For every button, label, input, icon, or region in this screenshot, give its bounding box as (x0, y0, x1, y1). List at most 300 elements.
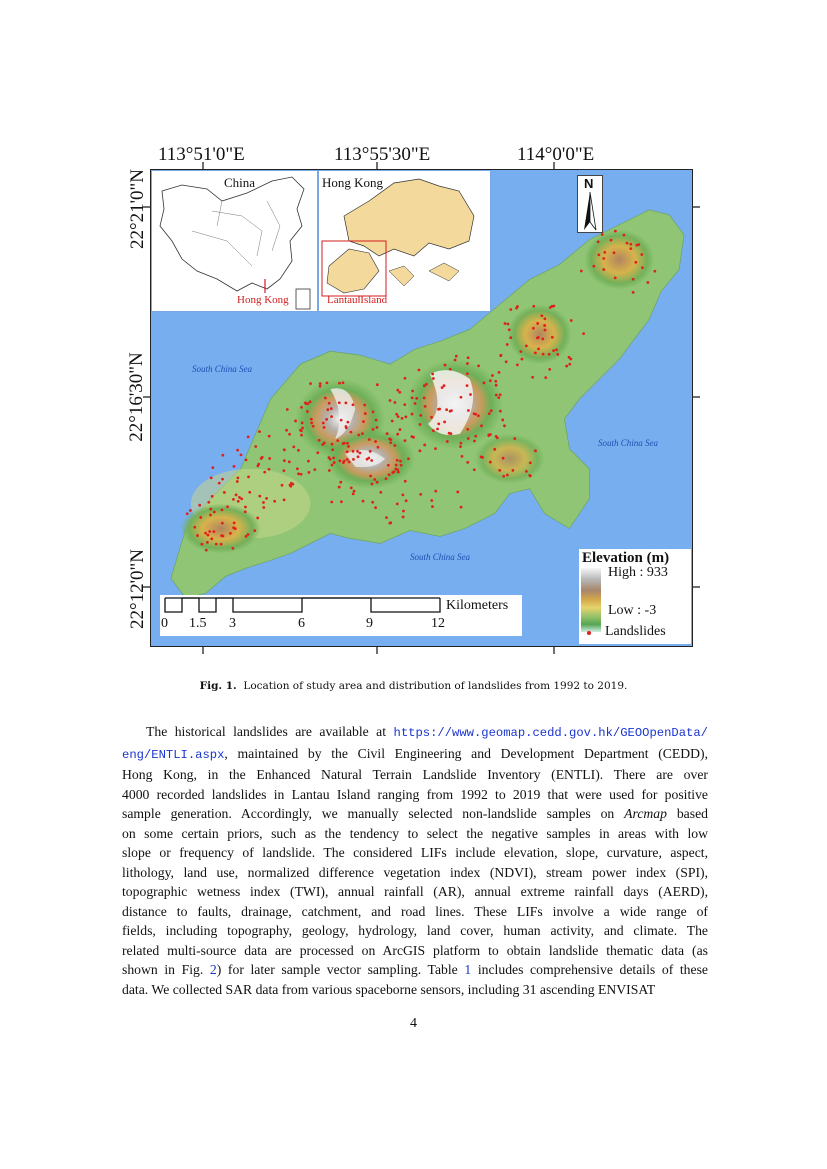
landslide-point (473, 412, 476, 415)
landslide-point (460, 396, 463, 399)
landslide-point (446, 440, 449, 443)
landslide-point (456, 491, 459, 494)
landslide-point (226, 505, 229, 508)
landslide-point (449, 368, 452, 371)
landslide-point (411, 413, 414, 416)
landslide-point (467, 437, 470, 440)
landslide-point (375, 419, 378, 422)
landslide-point (494, 380, 497, 383)
scale-tick-3: 3 (229, 616, 236, 631)
landslide-point (240, 498, 243, 501)
landslide-point (332, 456, 335, 459)
landslide-point (325, 418, 328, 421)
landslide-point (402, 510, 405, 513)
landslide-point (379, 491, 382, 494)
landslide-point (253, 529, 256, 532)
landslide-point (209, 514, 212, 517)
landslide-point (425, 383, 428, 386)
landslide-point (499, 410, 502, 413)
landslide-point (507, 323, 510, 326)
landslide-point (236, 480, 239, 483)
sea-label-south: South China Sea (410, 552, 470, 562)
landslide-point (419, 493, 422, 496)
legend-landslides: Landslides (605, 624, 666, 639)
landslide-point (312, 425, 315, 428)
landslide-point (402, 516, 405, 519)
latitude-label-3: 22°12'0"N (127, 549, 148, 629)
landslide-point (210, 537, 213, 540)
landslide-point (449, 410, 452, 413)
landslide-point (336, 439, 339, 442)
hong-kong-inset-map (318, 170, 491, 312)
landslide-point (352, 450, 355, 453)
landslide-point (544, 329, 547, 332)
landslide-point (423, 397, 426, 400)
longitude-label-2: 113°55'30"E (334, 144, 431, 165)
landslide-point (308, 471, 311, 474)
landslide-point (570, 319, 573, 322)
landslide-point (443, 421, 446, 424)
landslide-point (503, 424, 506, 427)
landslide-point (283, 459, 286, 462)
landslide-point (342, 442, 345, 445)
landslide-point (531, 376, 534, 379)
landslide-point (632, 278, 635, 281)
landslide-point (221, 522, 224, 525)
landslide-point (193, 526, 196, 529)
landslide-point (326, 408, 329, 411)
landslide-point (394, 401, 397, 404)
landslide-point (338, 486, 341, 489)
landslide-point (508, 328, 511, 331)
landslide-point (263, 471, 266, 474)
landslide-point (370, 459, 373, 462)
landslide-point (395, 413, 398, 416)
landslide-point (466, 428, 469, 431)
landslide-point (300, 473, 303, 476)
landslide-point (396, 433, 399, 436)
landslide-point (300, 406, 303, 409)
page-number: 4 (410, 1016, 417, 1031)
landslide-point (328, 469, 331, 472)
landslide-point (357, 455, 360, 458)
landslide-point (544, 376, 547, 379)
landslide-point (296, 467, 299, 470)
landslide-point (273, 500, 276, 503)
landslide-point (345, 425, 348, 428)
landslide-point (423, 444, 426, 447)
hong-kong-inset-title: Hong Kong (322, 175, 384, 190)
landslide-point (340, 419, 343, 422)
landslide-point (398, 391, 401, 394)
landslide-point (268, 457, 271, 460)
landslide-point (501, 419, 504, 422)
landslide-point (347, 445, 350, 448)
landslide-point (405, 499, 408, 502)
body-text: shown in Fig. (122, 962, 210, 977)
landslide-point (540, 314, 543, 317)
landslide-point (400, 464, 403, 467)
lantau-island-label: Lantau Island (327, 294, 388, 306)
landslide-point (330, 415, 333, 418)
landslide-point (207, 501, 210, 504)
landslide-point (504, 322, 507, 325)
landslide-point (244, 506, 247, 509)
landslide-point (411, 390, 414, 393)
landslide-point (333, 461, 336, 464)
landslide-point (614, 230, 617, 233)
landslide-point (338, 401, 341, 404)
landslide-point (393, 444, 396, 447)
landslide-point (247, 435, 250, 438)
landslide-point (445, 408, 448, 411)
landslide-point (597, 240, 600, 243)
landslide-point (424, 405, 427, 408)
landslide-point (489, 461, 492, 464)
landslide-point (353, 490, 356, 493)
landslide-point (467, 356, 470, 359)
landslide-point (212, 530, 215, 533)
landslide-point (629, 247, 632, 250)
legend-low: Low : -3 (608, 603, 657, 618)
landslide-point (580, 270, 583, 273)
landslide-point (206, 541, 209, 544)
body-text: , maintained by the Civil Engineering and Development Department (CEDD), (224, 745, 708, 761)
landslide-point (555, 348, 558, 351)
landslide-point (626, 242, 629, 245)
landslide-point (602, 268, 605, 271)
landslide-point (262, 506, 265, 509)
landslide-point (344, 402, 347, 405)
body-line: on some certain priors, such as the tendency to select the negative samples in areas with low (122, 825, 708, 841)
landslide-point (316, 451, 319, 454)
landslide-point (309, 400, 312, 403)
latitude-label-1: 22°21'0"N (127, 169, 148, 249)
landslide-point (339, 481, 342, 484)
landslide-point (376, 481, 379, 484)
landslide-point (415, 397, 418, 400)
landslide-point (213, 511, 216, 514)
landslide-point (368, 438, 371, 441)
landslide-point (372, 410, 375, 413)
landslide-point (477, 364, 480, 367)
landslide-point (362, 500, 365, 503)
fig-2-ref[interactable]: 2 (209, 962, 217, 977)
landslide-marker-icon (587, 631, 591, 635)
landslide-point (281, 484, 284, 487)
landslide-point (364, 412, 367, 415)
landslide-point (248, 491, 251, 494)
landslide-point (258, 495, 261, 498)
landslide-point (300, 430, 303, 433)
landslide-point (597, 253, 600, 256)
landslide-point (495, 394, 498, 397)
landslide-point (401, 417, 404, 420)
landslide-point (543, 317, 546, 320)
landslide-point (300, 434, 303, 437)
landslide-point (376, 383, 379, 386)
landslide-point (352, 403, 355, 406)
landslide-point (261, 456, 264, 459)
landslide-point (467, 409, 470, 412)
landslide-point (497, 396, 500, 399)
landslide-point (541, 337, 544, 340)
landslide-point (306, 410, 309, 413)
landslide-point (359, 452, 362, 455)
sea-label-east: South China Sea (598, 438, 658, 448)
landslide-point (326, 382, 329, 385)
landslide-point (473, 468, 476, 471)
landslide-point (366, 458, 369, 461)
legend-high: High : 933 (608, 565, 668, 580)
landslide-point (236, 477, 239, 480)
landslide-point (218, 482, 221, 485)
landslide-point (322, 422, 325, 425)
landslide-point (362, 420, 365, 423)
landslide-point (466, 461, 469, 464)
landslide-point (223, 491, 226, 494)
landslide-point (268, 435, 271, 438)
scale-tick-1-5: 1.5 (189, 616, 207, 631)
landslide-point (330, 407, 333, 410)
body-line: distance to faults, drainage, catchment, and road lines. These LIFs involve a wide range of (122, 903, 708, 919)
landslide-point (235, 494, 238, 497)
landslide-point (328, 402, 331, 405)
landslide-point (418, 369, 421, 372)
landslide-point (623, 234, 626, 237)
landslide-point (466, 362, 469, 365)
landslide-point (376, 426, 379, 429)
landslide-point (491, 374, 494, 377)
landslide-point (201, 543, 204, 546)
landslide-point (434, 490, 437, 493)
landslide-point (220, 534, 223, 537)
landslide-point (288, 433, 291, 436)
landslide-point (565, 365, 568, 368)
landslide-point (548, 353, 551, 356)
landslide-point (377, 446, 380, 449)
landslide-point (199, 516, 202, 519)
landslide-point (569, 358, 572, 361)
body-text: ) for later sample vector sampling. Table (216, 962, 465, 977)
caption-label: Fig. 1. (199, 680, 237, 692)
landslide-point (385, 516, 388, 519)
landslide-point (221, 478, 224, 481)
landslide-point (205, 549, 208, 552)
landslide-point (388, 522, 391, 525)
landslide-point (646, 281, 649, 284)
landslide-point (245, 458, 248, 461)
landslide-point (613, 251, 616, 254)
landslide-point (331, 443, 334, 446)
body-line: related multi-source data are processed on ArcGIS platform to obtain landslide thematic data (as (122, 942, 708, 958)
landslide-point (489, 379, 492, 382)
landslide-point (291, 483, 294, 486)
landslide-point (391, 420, 394, 423)
landslide-point (480, 424, 483, 427)
body-line: 4000 recorded landslides in Lantau Island ranging from 1992 to 2019 that were used for positive (122, 786, 708, 802)
landslide-point (301, 427, 304, 430)
landslide-point (487, 433, 490, 436)
hong-kong-outline (319, 171, 491, 312)
landslide-point (297, 449, 300, 452)
landslide-point (331, 448, 334, 451)
landslide-point (437, 422, 440, 425)
landslide-point (283, 499, 286, 502)
china-inset-title: China (224, 175, 256, 190)
landslide-point (568, 363, 571, 366)
landslide-point (505, 360, 508, 363)
landslide-point (488, 412, 491, 415)
landslide-point (537, 347, 540, 350)
landslide-point (310, 422, 313, 425)
landslide-point (556, 353, 559, 356)
landslide-point (207, 534, 210, 537)
landslide-point (331, 464, 334, 467)
landslide-point (350, 431, 353, 434)
landslide-point (532, 327, 535, 330)
table-1-ref[interactable]: 1 (464, 962, 472, 977)
landslide-point (407, 457, 410, 460)
landslide-point (389, 441, 392, 444)
landslide-point (397, 415, 400, 418)
landslide-point (262, 501, 265, 504)
landslide-point (385, 477, 388, 480)
landslide-point (388, 473, 391, 476)
landslide-point (373, 478, 376, 481)
landslide-point (387, 464, 390, 467)
landslide-point (221, 508, 224, 511)
landslide-point (614, 276, 617, 279)
landslide-point (346, 451, 349, 454)
landslide-point (529, 461, 532, 464)
landslide-point (285, 429, 288, 432)
landslide-point (443, 384, 446, 387)
landslide-point (371, 483, 374, 486)
landslide-point (204, 532, 207, 535)
landslide-point (257, 463, 260, 466)
landslide-point (536, 322, 539, 325)
landslide-point (240, 454, 243, 457)
landslide-point (342, 461, 345, 464)
landslide-point (641, 266, 644, 269)
landslide-point (635, 244, 638, 247)
landslide-point (404, 377, 407, 380)
landslide-point (509, 336, 512, 339)
landslide-point (352, 458, 355, 461)
landslide-point (244, 510, 247, 513)
landslide-point (499, 354, 502, 357)
body-text: The historical landslides are available at (146, 724, 394, 739)
landslide-point (432, 377, 435, 380)
landslide-point (221, 454, 224, 457)
landslide-point (496, 436, 499, 439)
landslide-point (371, 501, 374, 504)
landslide-point (534, 449, 537, 452)
landslide-point (237, 500, 240, 503)
figure-caption (0, 680, 827, 692)
body-line: topographic wetness index (TWI), annual rainfall (AR), annual extreme rainfall days (AERD), (122, 884, 708, 899)
scale-tick-6: 6 (298, 616, 305, 631)
landslide-point (473, 440, 476, 443)
landslide-point (395, 464, 398, 467)
landslide-point (493, 448, 496, 451)
landslide-point (372, 428, 375, 431)
landslide-point (265, 497, 268, 500)
landslide-point (319, 385, 322, 388)
landslide-point (519, 350, 522, 353)
caption-text: Location of study area and distribution of landslides from 1992 to 2019. (243, 680, 628, 692)
landslide-point (210, 477, 213, 480)
landslide-point (389, 438, 392, 441)
landslide-point (477, 414, 480, 417)
landslide-point (340, 500, 343, 503)
landslide-point (396, 459, 399, 462)
entli-link[interactable]: https://www.geomap.cedd.gov.hk/GEOOpenData/ (393, 726, 708, 740)
scale-bar-graphic (163, 597, 453, 615)
landslide-point (498, 371, 501, 374)
landslide-point (292, 446, 295, 449)
landslide-point (330, 501, 333, 504)
hong-kong-label: Hong Kong (237, 294, 289, 306)
elevation-legend (579, 549, 691, 644)
landslide-point (430, 416, 433, 419)
scale-bar (160, 595, 522, 636)
landslide-point (419, 423, 422, 426)
landslide-point (323, 426, 326, 429)
entli-link-cont[interactable]: eng/ENTLI.aspx (122, 747, 225, 762)
landslide-point (459, 442, 462, 445)
landslide-point (369, 475, 372, 478)
landslide-point (499, 393, 502, 396)
study-area-map (150, 169, 693, 647)
landslide-point (552, 349, 555, 352)
landslide-point (361, 432, 364, 435)
landslide-point (352, 492, 355, 495)
elevation-color-ramp (581, 568, 601, 632)
landslide-point (430, 499, 433, 502)
landslide-point (469, 393, 472, 396)
landslide-point (629, 243, 632, 246)
body-text: sample generation. Accordingly, we manually selected non-landslide samples on (122, 806, 625, 821)
landslide-point (211, 495, 214, 498)
landslide-point (515, 307, 518, 310)
landslide-point (396, 503, 399, 506)
landslide-point (386, 432, 389, 435)
landslide-point (357, 434, 360, 437)
landslide-point (319, 382, 322, 385)
landslide-point (389, 399, 392, 402)
landslide-point (536, 337, 539, 340)
landslide-point (318, 439, 321, 442)
landslide-point (232, 526, 235, 529)
landslide-point (474, 435, 477, 438)
latitude-label-2: 22°16'30"N (126, 352, 147, 442)
landslide-point (307, 460, 310, 463)
landslide-point (419, 449, 422, 452)
landslide-point (396, 389, 399, 392)
landslide-point (548, 368, 551, 371)
landslide-point (348, 461, 351, 464)
north-arrow-icon (578, 176, 602, 234)
landslide-point (404, 439, 407, 442)
landslide-point (198, 504, 201, 507)
landslide-point (393, 470, 396, 473)
landslide-point (513, 437, 516, 440)
landslide-point (288, 460, 291, 463)
landslide-point (431, 505, 434, 508)
landslide-point (232, 498, 235, 501)
